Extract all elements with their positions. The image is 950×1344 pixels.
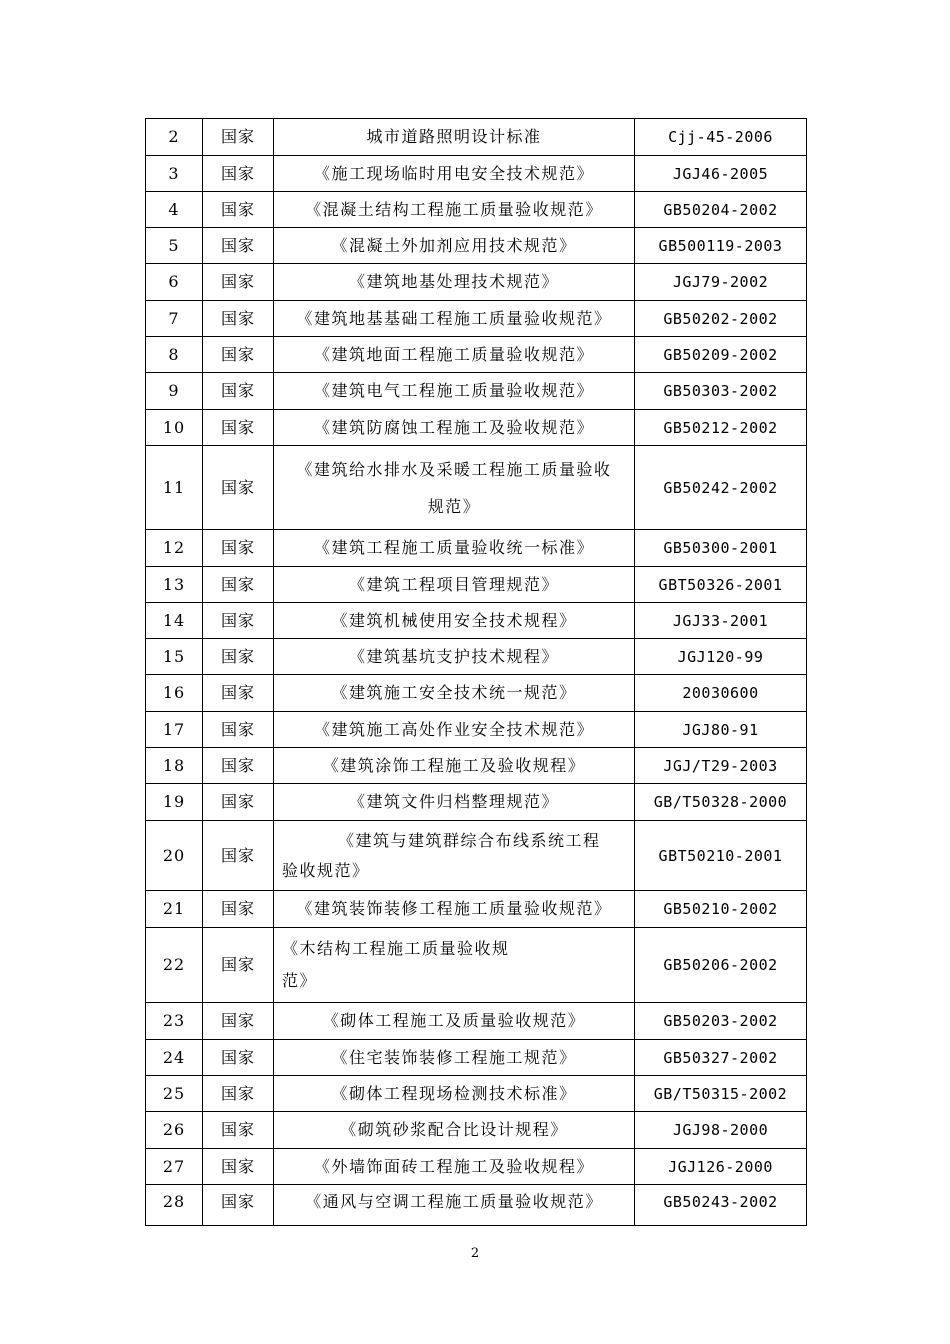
- row-standard-code: GB50206-2002: [635, 928, 807, 1003]
- table-row: [146, 301, 807, 337]
- row-standard-name: 城市道路照明设计标准: [274, 119, 635, 156]
- row-number: 5: [146, 228, 203, 264]
- row-standard-name-line: 规范》: [427, 496, 481, 516]
- standards-table: [145, 118, 807, 1226]
- row-scope: 国家: [203, 1076, 274, 1112]
- row-standard-code: JGJ33-2001: [635, 603, 807, 639]
- row-standard-name: 《住宅装饰装修工程施工规范》: [274, 1040, 635, 1076]
- row-standard-name: 《建筑基坑支护技术规程》: [274, 639, 635, 675]
- row-number: 8: [146, 337, 203, 373]
- row-standard-name: 《砌体工程施工及质量验收规范》: [274, 1003, 635, 1040]
- row-standard-code: JGJ46-2005: [635, 156, 807, 192]
- row-standard-name: 《建筑电气工程施工质量验收规范》: [274, 373, 635, 410]
- row-standard-name-line: 《建筑与建筑群综合布线系统工程: [338, 830, 601, 850]
- row-number: 7: [146, 301, 203, 337]
- row-standard-code: GB50202-2002: [635, 301, 807, 337]
- row-standard-name: 《建筑装饰装修工程施工质量验收规范》: [274, 891, 635, 928]
- row-scope: 国家: [203, 675, 274, 712]
- row-standard-code: JGJ80-91: [635, 712, 807, 748]
- row-standard-code: Cjj-45-2006: [635, 119, 807, 156]
- row-number: 6: [146, 264, 203, 301]
- row-number: 16: [146, 675, 203, 712]
- row-standard-name: 《建筑机械使用安全技术规程》: [274, 603, 635, 639]
- row-number: 9: [146, 373, 203, 410]
- row-standard-name: 《建筑地基处理技术规范》: [274, 264, 635, 301]
- row-scope: 国家: [203, 1040, 274, 1076]
- row-scope: 国家: [203, 784, 274, 821]
- table-row: [146, 784, 807, 821]
- table-row: [146, 156, 807, 192]
- row-standard-code: GB50210-2002: [635, 891, 807, 928]
- row-scope: 国家: [203, 748, 274, 784]
- row-scope: 国家: [203, 192, 274, 228]
- row-number: 24: [146, 1040, 203, 1076]
- row-number: 18: [146, 748, 203, 784]
- row-standard-code: JGJ98-2000: [635, 1112, 807, 1149]
- row-standard-name: 《建筑文件归档整理规范》: [274, 784, 635, 821]
- table-row: [146, 928, 807, 1003]
- row-standard-name-line: 《建筑给水排水及采暖工程施工质量验收: [296, 459, 612, 479]
- row-standard-name: 《建筑地基基础工程施工质量验收规范》: [274, 301, 635, 337]
- page-number: 2: [470, 1246, 480, 1261]
- table-row: [146, 410, 807, 446]
- row-number: 27: [146, 1149, 203, 1185]
- row-standard-code: GB50327-2002: [635, 1040, 807, 1076]
- row-standard-name: 《建筑工程项目管理规范》: [274, 567, 635, 603]
- row-number: 21: [146, 891, 203, 928]
- row-number: 20: [146, 821, 203, 891]
- row-scope: 国家: [203, 639, 274, 675]
- row-scope: 国家: [203, 821, 274, 891]
- row-number: 2: [146, 119, 203, 156]
- row-standard-name-line: 范》: [282, 971, 318, 990]
- table-row: [146, 119, 807, 156]
- row-standard-name: 《通风与空调工程施工质量验收规范》: [274, 1185, 635, 1226]
- row-scope: 国家: [203, 119, 274, 156]
- row-standard-code: GB50242-2002: [635, 446, 807, 530]
- table-row: [146, 748, 807, 784]
- table-row: [146, 567, 807, 603]
- row-scope: 国家: [203, 891, 274, 928]
- row-number: 3: [146, 156, 203, 192]
- table-row: [146, 821, 807, 891]
- row-scope: 国家: [203, 264, 274, 301]
- row-standard-name: 《建筑地面工程施工质量验收规范》: [274, 337, 635, 373]
- table-row: [146, 1185, 807, 1226]
- table-row: [146, 264, 807, 301]
- row-number: 28: [146, 1185, 203, 1226]
- row-number: 13: [146, 567, 203, 603]
- row-number: 22: [146, 928, 203, 1003]
- row-standard-code: GB50303-2002: [635, 373, 807, 410]
- row-number: 26: [146, 1112, 203, 1149]
- row-standard-name: 《施工现场临时用电安全技术规范》: [274, 156, 635, 192]
- row-standard-code: GB50300-2001: [635, 530, 807, 567]
- row-standard-code: GB50243-2002: [635, 1185, 807, 1226]
- row-standard-name: 《建筑防腐蚀工程施工及验收规范》: [274, 410, 635, 446]
- table-row: [146, 1112, 807, 1149]
- table-row: [146, 1040, 807, 1076]
- table-row: [146, 530, 807, 567]
- table-row: [146, 192, 807, 228]
- row-standard-code: JGJ126-2000: [635, 1149, 807, 1185]
- row-scope: 国家: [203, 1149, 274, 1185]
- table-row: [146, 1003, 807, 1040]
- row-scope: 国家: [203, 228, 274, 264]
- table-row: [146, 446, 807, 530]
- row-standard-name: 《砌筑砂浆配合比设计规程》: [274, 1112, 635, 1149]
- row-standard-code: 20030600: [635, 675, 807, 712]
- table-row: [146, 228, 807, 264]
- row-number: 15: [146, 639, 203, 675]
- row-standard-name: [274, 821, 635, 891]
- row-number: 4: [146, 192, 203, 228]
- row-standard-name: 《建筑工程施工质量验收统一标准》: [274, 530, 635, 567]
- row-standard-name: 《砌体工程现场检测技术标准》: [274, 1076, 635, 1112]
- row-scope: 国家: [203, 1185, 274, 1226]
- row-scope: 国家: [203, 530, 274, 567]
- row-standard-name-line: 验收规范》: [282, 860, 370, 880]
- row-standard-code: GBT50210-2001: [635, 821, 807, 891]
- row-standard-code: JGJ120-99: [635, 639, 807, 675]
- row-scope: 国家: [203, 337, 274, 373]
- row-scope: 国家: [203, 712, 274, 748]
- row-standard-code: GB/T50315-2002: [635, 1076, 807, 1112]
- table-row: [146, 891, 807, 928]
- row-number: 12: [146, 530, 203, 567]
- row-standard-code: GBT50326-2001: [635, 567, 807, 603]
- table-row: [146, 373, 807, 410]
- table-row: [146, 603, 807, 639]
- row-standard-name: 《混凝土结构工程施工质量验收规范》: [274, 192, 635, 228]
- table-row: [146, 712, 807, 748]
- table-row: [146, 1076, 807, 1112]
- table-row: [146, 1149, 807, 1185]
- row-standard-name: 《建筑施工高处作业安全技术规范》: [274, 712, 635, 748]
- row-standard-code: GB/T50328-2000: [635, 784, 807, 821]
- row-scope: 国家: [203, 373, 274, 410]
- row-standard-code: GB50212-2002: [635, 410, 807, 446]
- row-standard-code: GB50209-2002: [635, 337, 807, 373]
- row-number: 11: [146, 446, 203, 530]
- row-scope: 国家: [203, 928, 274, 1003]
- row-standard-code: JGJ/T29-2003: [635, 748, 807, 784]
- row-standard-code: GB500119-2003: [635, 228, 807, 264]
- row-scope: 国家: [203, 603, 274, 639]
- row-standard-name: 《外墙饰面砖工程施工及验收规程》: [274, 1149, 635, 1185]
- row-standard-code: GB50203-2002: [635, 1003, 807, 1040]
- row-standard-name-line: 《木结构工程施工质量验收规: [282, 939, 510, 958]
- row-number: 10: [146, 410, 203, 446]
- row-standard-code: JGJ79-2002: [635, 264, 807, 301]
- row-scope: 国家: [203, 301, 274, 337]
- table-row: [146, 675, 807, 712]
- row-standard-name: [274, 928, 635, 1003]
- row-number: 19: [146, 784, 203, 821]
- row-number: 25: [146, 1076, 203, 1112]
- row-standard-name: [274, 446, 635, 530]
- row-scope: 国家: [203, 1112, 274, 1149]
- row-scope: 国家: [203, 567, 274, 603]
- row-standard-name: 《混凝土外加剂应用技术规范》: [274, 228, 635, 264]
- row-number: 17: [146, 712, 203, 748]
- row-scope: 国家: [203, 1003, 274, 1040]
- row-scope: 国家: [203, 156, 274, 192]
- row-number: 14: [146, 603, 203, 639]
- row-scope: 国家: [203, 410, 274, 446]
- row-standard-code: GB50204-2002: [635, 192, 807, 228]
- row-standard-name: 《建筑涂饰工程施工及验收规程》: [274, 748, 635, 784]
- row-number: 23: [146, 1003, 203, 1040]
- row-standard-name: 《建筑施工安全技术统一规范》: [274, 675, 635, 712]
- row-scope: 国家: [203, 446, 274, 530]
- table-row: [146, 639, 807, 675]
- table-row: [146, 337, 807, 373]
